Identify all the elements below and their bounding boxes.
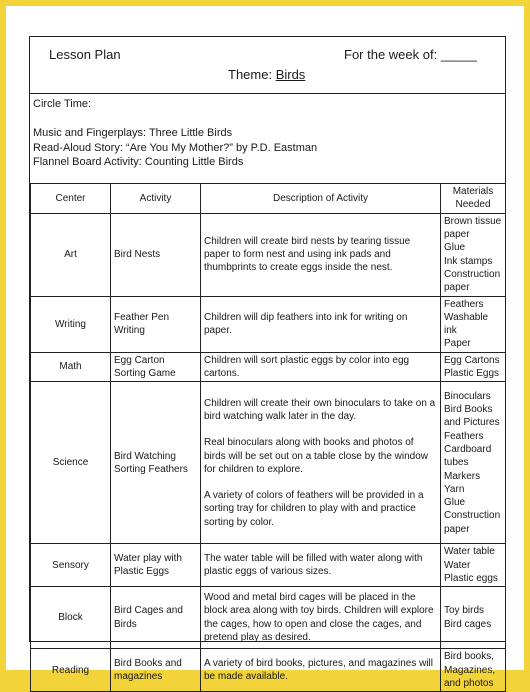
theme-label: Theme: xyxy=(228,67,276,82)
description-paragraph: The water table will be filled with water along with plastic eggs of various sizes. xyxy=(204,553,423,578)
week-label: For the week of: _____ xyxy=(344,47,477,62)
material-item: Ink stamps xyxy=(444,255,493,267)
material-item: Bird Books and Pictures xyxy=(444,404,500,429)
center-name: Art xyxy=(31,213,111,296)
activity-name: Water play with Plastic Eggs xyxy=(111,544,201,587)
document-page xyxy=(6,6,524,689)
materials-needed xyxy=(441,213,506,296)
read-aloud-story: Read-Aloud Story: “Are You My Mother?” by P.D. Eastman xyxy=(33,141,318,154)
materials-needed xyxy=(441,382,506,544)
material-item: Markers xyxy=(444,470,481,482)
table-row xyxy=(31,587,506,649)
circle-time-label: Circle Time: xyxy=(33,98,92,110)
material-item: Construction paper xyxy=(444,268,501,294)
activity-name: Bird Nests xyxy=(111,213,201,296)
activity-description xyxy=(201,296,441,352)
material-item: Binoculars xyxy=(444,390,491,402)
material-item: Plastic Eggs xyxy=(444,368,500,380)
theme-value: Birds xyxy=(275,67,306,82)
column-header-description: Description of Activity xyxy=(201,184,441,214)
description-paragraph: Children will sort plastic eggs by color into egg cartons. xyxy=(204,354,410,380)
description-paragraph: Wood and metal bird cages will be placed in the block area along with toy birds. Children will explore the cages, how to open and close the cages, and pretend play as desired. xyxy=(204,592,434,644)
material-item: Egg Cartons xyxy=(444,354,500,366)
table-row xyxy=(31,544,506,587)
material-item: Bird books, Magazines, and photos xyxy=(444,651,496,689)
center-name: Sensory xyxy=(31,544,111,587)
description-paragraph: Children will dip feathers into ink for writing on paper. xyxy=(204,311,408,337)
center-name: Science xyxy=(31,382,111,544)
activity-description xyxy=(201,352,441,382)
material-item: Glue xyxy=(444,242,466,254)
music-fingerplays: Music and Fingerplays: Three Little Birds xyxy=(33,127,233,139)
material-item: Water xyxy=(444,559,471,571)
center-name: Block xyxy=(31,587,111,649)
material-item: Paper xyxy=(444,338,471,350)
materials-needed xyxy=(441,649,506,692)
table-row xyxy=(31,296,506,352)
material-item: Washable ink xyxy=(444,311,489,337)
materials-needed xyxy=(441,352,506,382)
column-header-activity: Activity xyxy=(111,184,201,214)
description-paragraph: Children will create their own binoculars to take on a bird watching walk later in the day. xyxy=(204,397,436,422)
activity-description xyxy=(201,382,441,544)
center-name: Math xyxy=(31,352,111,382)
header-divider xyxy=(30,93,505,94)
description-paragraph: Real binoculars along with books and photos of birds will be set out on a table close by the window for children to explore. xyxy=(204,437,429,475)
description-paragraph: A variety of bird books, pictures, and magazines will be made available. xyxy=(204,657,433,683)
center-name: Writing xyxy=(31,296,111,352)
table-header-row xyxy=(31,184,506,214)
material-item: Glue xyxy=(444,497,466,509)
activity-name: Feather Pen Writing xyxy=(111,296,201,352)
material-item: Feathers xyxy=(444,298,484,310)
material-item: Bird cages xyxy=(444,618,492,630)
theme-line xyxy=(228,67,305,82)
table-row xyxy=(31,649,506,692)
activity-description xyxy=(201,213,441,296)
activity-name: Bird Cages and Birds xyxy=(111,587,201,649)
materials-needed xyxy=(441,296,506,352)
material-item: Cardboard tubes xyxy=(444,443,492,469)
activity-name: Bird Watching Sorting Feathers xyxy=(111,382,201,544)
materials-needed xyxy=(441,544,506,587)
material-item: Plastic eggs xyxy=(444,572,498,584)
centers-table xyxy=(30,183,506,692)
lesson-plan-title: Lesson Plan xyxy=(49,47,121,62)
material-item: Water table xyxy=(444,546,495,558)
material-item: Yarn xyxy=(444,483,465,495)
column-header-center: Center xyxy=(31,184,111,214)
table-row xyxy=(31,382,506,544)
activity-description xyxy=(201,587,441,649)
activity-description xyxy=(201,544,441,587)
table-row xyxy=(31,352,506,382)
activity-description xyxy=(201,649,441,692)
material-item: Toy birds xyxy=(444,605,485,617)
center-name: Reading xyxy=(31,649,111,692)
material-item: Brown tissue paper xyxy=(444,215,502,240)
activity-name: Bird Books and magazines xyxy=(111,649,201,692)
table-row xyxy=(31,213,506,296)
material-item: Construction paper xyxy=(444,510,501,535)
activity-name: Egg Carton Sorting Game xyxy=(111,352,201,382)
material-item: Feathers xyxy=(444,430,484,442)
description-paragraph: Children will create bird nests by tearing tissue paper to form nest and using ink pads and thumbprints to create eggs inside the nest. xyxy=(204,235,411,274)
materials-needed xyxy=(441,587,506,649)
flannel-board-activity: Flannel Board Activity: Counting Little Birds xyxy=(33,156,244,168)
circle-time-details xyxy=(33,126,317,170)
column-header-materials: Materials Needed xyxy=(441,184,506,214)
lesson-plan-frame xyxy=(29,36,506,689)
description-paragraph: A variety of colors of feathers will be provided in a sorting tray for children to play with and practice sorting by color. xyxy=(204,490,424,528)
